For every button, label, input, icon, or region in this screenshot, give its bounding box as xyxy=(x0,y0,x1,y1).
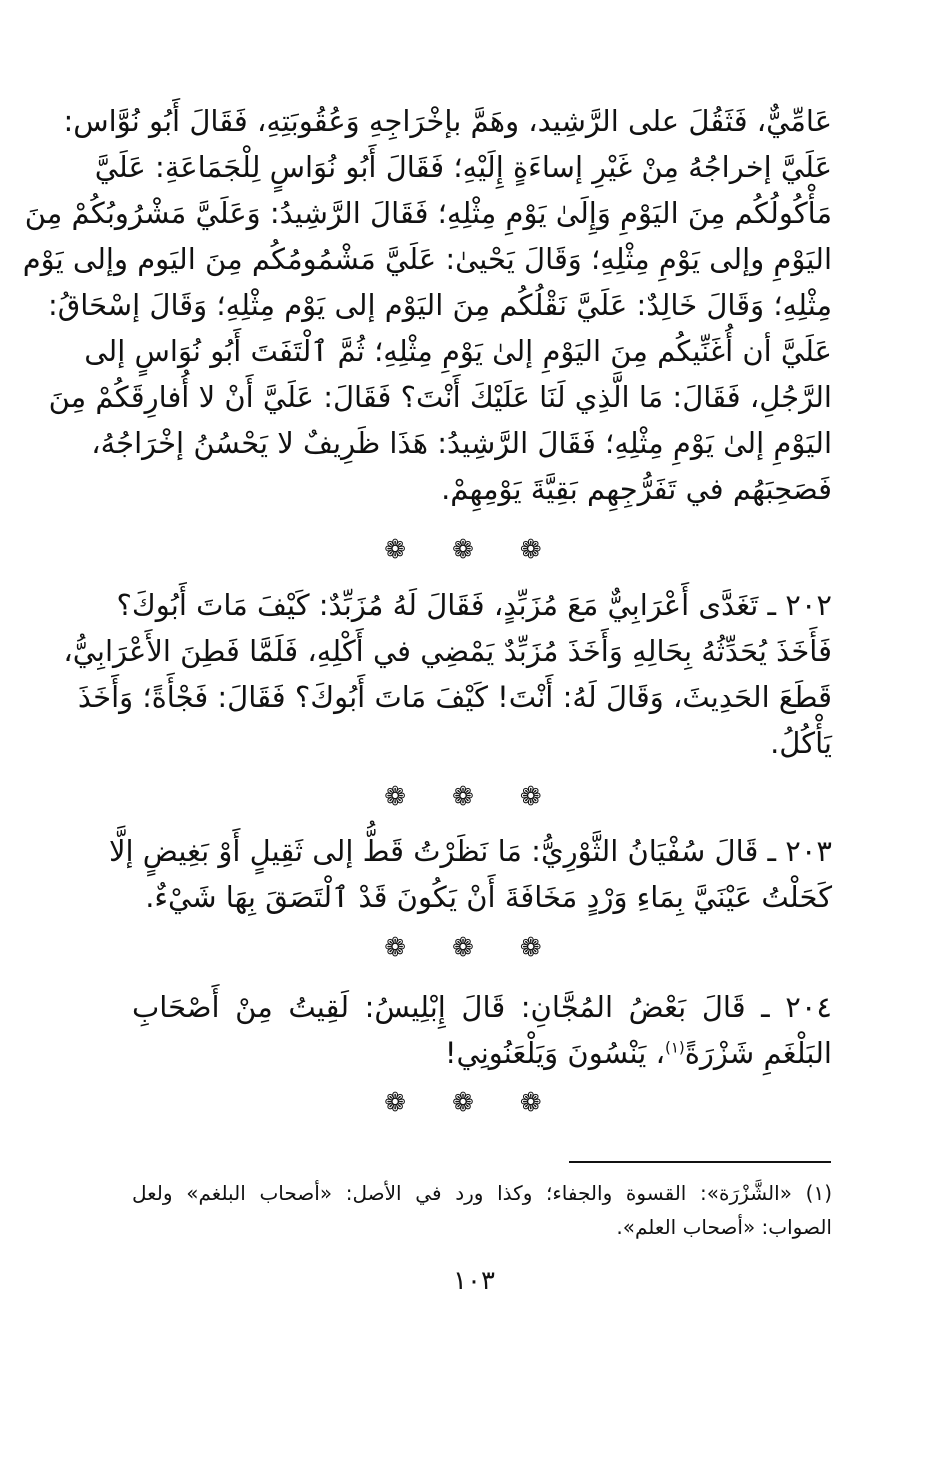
ornament-separator xyxy=(0,535,948,565)
ornament-separator xyxy=(0,933,948,963)
text-line: مَأْكُولُكُم مِنَ اليَوْمِ وَإِلَىٰ يَوْمِ مِثْلِهِ؛ فَقَالَ الرَّشِيدُ: وَعَلَيَّ مَشْرُوبُكُمْ مِنَ xyxy=(24,196,832,230)
text-line: يَأْكُلُ. xyxy=(770,726,832,760)
text-line: فَصَحِبَهُم في تَفَرُّجِهِم بَقِيَّةَ يَوْمِهِمْ. xyxy=(441,472,832,506)
ornament-separator xyxy=(0,782,948,812)
footnote xyxy=(132,1176,832,1244)
footnote-divider xyxy=(569,1161,831,1163)
text-line: اليَوْمِ إلىٰ يَوْمِ مِثْلِهِ؛ فَقَالَ الرَّشِيدُ: هَذَا ظَرِيفٌ لا يَحْسُنُ إخْرَاجُهُ، xyxy=(91,426,832,460)
text-line xyxy=(132,1030,832,1076)
text-line: كَحَلْتُ عَيْنَيَّ بِمَاءِ وَرْدٍ مَخَافَةَ أَنْ يَكُونَ قَدْ ٱلْتَصَقَ بِهَا شَيْءٌ. xyxy=(145,880,832,914)
flower-ornament-icon: ❁ xyxy=(519,782,564,812)
text-line: عَلَيَّ أن أُغَنِّيكُم مِنَ اليَوْمِ إلىٰ يَوْمِ مِثْلِهِ؛ ثُمَّ ٱلْتَفَتَ أَبُو نُوَاسٍ إلى xyxy=(84,334,832,368)
text-line: قَطَعَ الحَدِيثَ، وَقَالَ لَهُ: أَنْتَ! كَيْفَ مَاتَ أَبُوكَ؟ فَقَالَ: فَجْأَةً؛ وَأَخَذَ xyxy=(77,680,832,714)
text-segment: البَلْغَمِ شَزْرَةً xyxy=(684,1036,832,1070)
text-line: الرَّجُلِ، فَقَالَ: مَا الَّذِي لَنَا عَلَيْكَ أَنْتَ؟ فَقَالَ: عَلَيَّ أَنْ لا أُفارِقَكُمْ مِنَ xyxy=(48,380,832,414)
text-line: ٢٠٢ ـ تَغَدَّى أَعْرَابِيٌّ مَعَ مُزَبِّدٍ، فَقَالَ لَهُ مُزَبِّدٌ: كَيْفَ مَاتَ أَبُوكَ؟ xyxy=(116,588,832,622)
flower-ornament-icon: ❁ xyxy=(452,782,496,812)
text-segment: ، يَنْسُونَ وَيَلْعَنُونِي! xyxy=(444,1036,665,1070)
flower-ornament-icon: ❁ xyxy=(384,782,429,812)
entry-202 xyxy=(63,582,832,766)
footnote-line: (١) «الشَّزْرَة»: القسوة والجفاء؛ وكذا ورد في الأصل: «أصحاب البلغم» ولعل xyxy=(132,1181,832,1205)
footnote-marker[interactable]: (١) xyxy=(664,1038,685,1057)
flower-ornament-icon: ❁ xyxy=(384,535,429,565)
text-line: ٢٠٣ ـ قَالَ سُفْيَانُ الثَّوْرِيُّ: مَا نَظَرْتُ قَطُّ إلى ثَقِيلٍ أَوْ بَغِيضٍ إلَّا xyxy=(108,834,832,868)
flower-ornament-icon: ❁ xyxy=(519,933,564,963)
flower-ornament-icon: ❁ xyxy=(452,1088,496,1118)
flower-ornament-icon: ❁ xyxy=(452,933,496,963)
flower-ornament-icon: ❁ xyxy=(452,535,496,565)
entry-203 xyxy=(108,828,832,920)
text-line: ٢٠٤ ـ قَالَ بَعْضُ المُجَّانِ: قَالَ إِبْلِيسُ: لَقِيتُ مِنْ أَصْحَابِ xyxy=(132,990,832,1024)
flower-ornament-icon: ❁ xyxy=(519,1088,564,1118)
text-line: عَلَيَّ إخراجُهُ مِنْ غَيْرِ إساءَةٍ إِلَيْهِ؛ فَقَالَ أَبُو نُوَاسٍ لِلْجَمَاعَةِ: عَلَيَّ xyxy=(94,150,832,184)
ornament-separator xyxy=(0,1088,948,1118)
text-line: اليَوْمِ وإلى يَوْمِ مِثْلِهِ؛ وَقَالَ يَحْيىٰ: عَلَيَّ مَشْمُومُكُم مِنَ اليَوم وإلى يَوْم xyxy=(22,242,832,276)
flower-ornament-icon: ❁ xyxy=(384,933,429,963)
entry-204 xyxy=(132,984,832,1076)
text-line: عَامِّيٌّ، فَثَقُلَ على الرَّشِيد، وهَمَّ بإخْرَاجِهِ وَعُقُوبَتِهِ، فَقَالَ أَبُو نُوَّاس: xyxy=(63,104,832,138)
footnote-line: الصواب: «أصحاب العلم». xyxy=(616,1215,832,1239)
opening-paragraph xyxy=(22,98,832,512)
flower-ornament-icon: ❁ xyxy=(519,535,564,565)
text-line: فَأَخَذَ يُحَدِّثُهُ بِحَالِهِ وَأَخَذَ مُزَبِّدٌ يَمْضِي في أَكْلِهِ، فَلَمَّا فَطِنَ الأَعْرَابِيُّ، xyxy=(63,634,832,668)
page-number: ١٠٣ xyxy=(453,1266,495,1296)
text-line: مِثْلِهِ؛ وَقَالَ خَالِدٌ: عَلَيَّ نَقْلُكُم مِنَ اليَوْم إلى يَوْم مِثْلِهِ؛ وَقَالَ إسْحَاقُ: xyxy=(47,288,832,322)
flower-ornament-icon: ❁ xyxy=(384,1088,429,1118)
